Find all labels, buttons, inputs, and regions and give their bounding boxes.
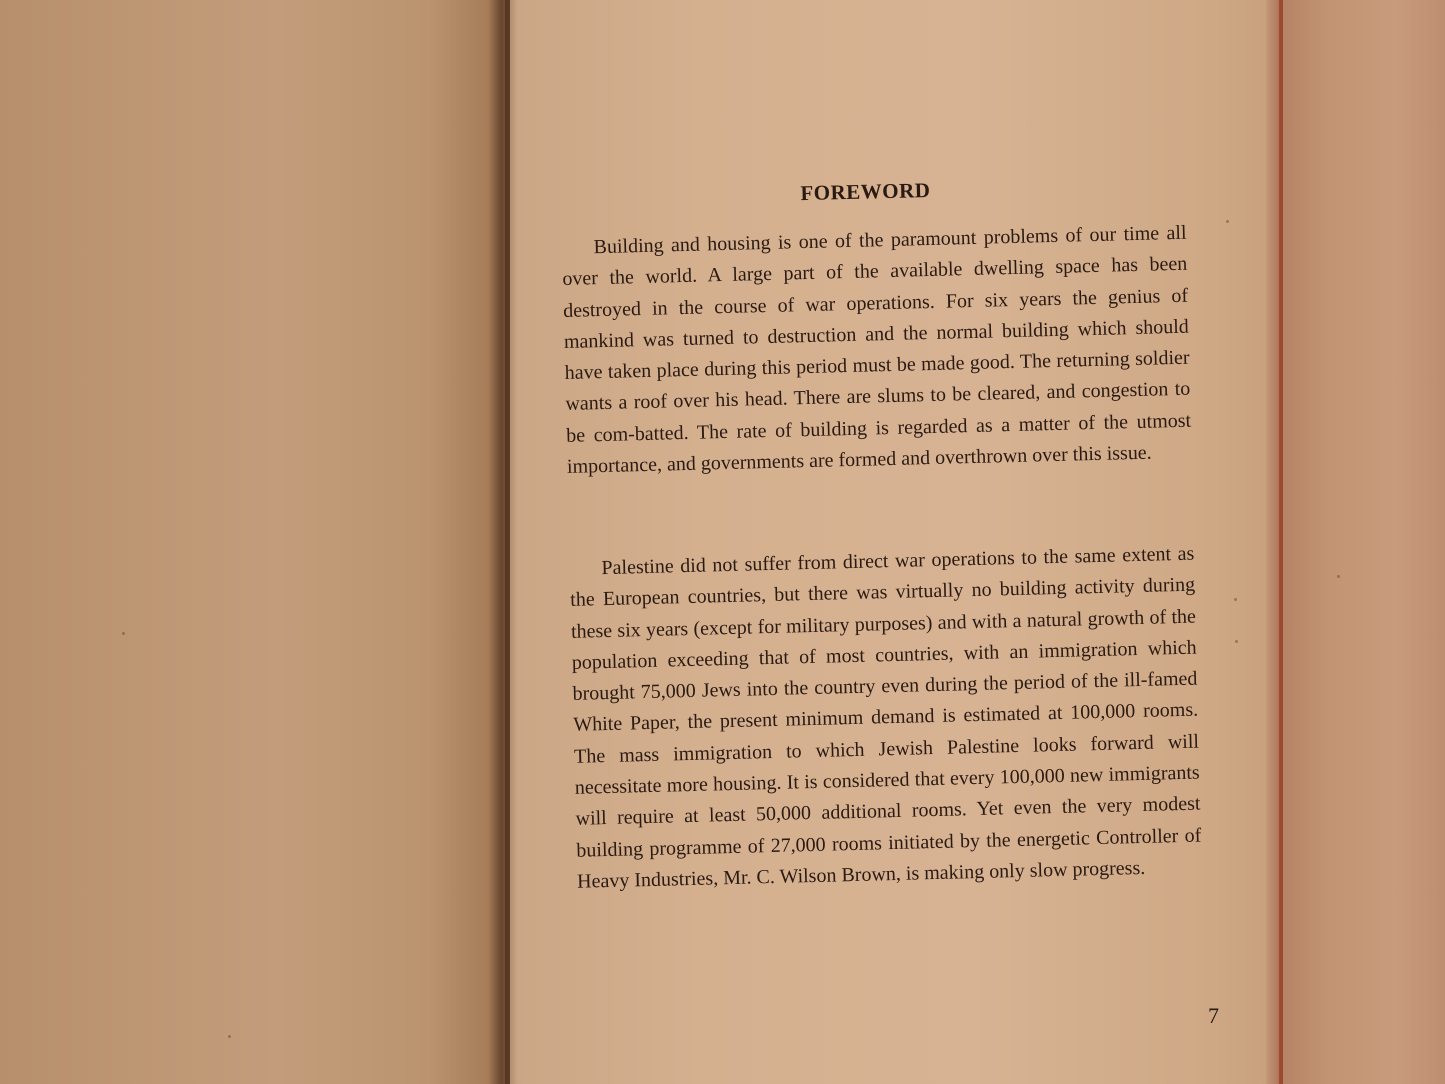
foreword-heading: FOREWORD — [800, 177, 931, 206]
paper-speck — [1234, 598, 1237, 601]
book-gutter — [488, 0, 518, 1084]
left-blank-page — [0, 0, 505, 1084]
foreword-paragraph-2: Palestine did not suffer from direct war operations to the same extent as the European countries, but there was virtually no building activity during these six years (except for military purposes) and with a natural growth of the population exceeding that of most countries, with an immigration which brought 75,000 Jews into the country even during the period of the ill-famed White Paper, the present minimum demand is estimated at 100,000 rooms. The mass immigration to which Jewish Palestine looks forward will necessitate more housing. It is considered that every 100,000 new immigrants will require at least 50,000 additional rooms. Yet even the very modest building programme of 27,000 rooms initiated by the energetic Controller of Heavy Industries, Mr. C. Wilson Brown, is making only slow progress. — [570, 542, 1202, 893]
paper-speck — [228, 1035, 231, 1038]
paper-speck — [122, 632, 125, 635]
paper-speck — [1337, 575, 1340, 578]
book-cover — [1280, 0, 1445, 1084]
foreword-text-block — [560, 164, 1241, 1050]
cover-edge-line — [1279, 0, 1283, 1084]
foreword-paragraph-1: Building and housing is one of the paramount problems of our time all over the world. A large part of the available dwelling space has been destroyed in the course of war operations. For six years the genius of mankind was turned to destruction and the normal building which should have taken place during this period must be made good. The returning soldier wants a roof over his head. There are slums to be cleared, and congestion to be com-batted. The rate of building is regarded as a matter of the utmost importance, and governments are formed and overthrown over this issue. — [562, 221, 1192, 478]
paper-speck — [1235, 640, 1238, 643]
page-number: 7 — [1208, 1003, 1219, 1028]
paper-speck — [1226, 220, 1229, 223]
